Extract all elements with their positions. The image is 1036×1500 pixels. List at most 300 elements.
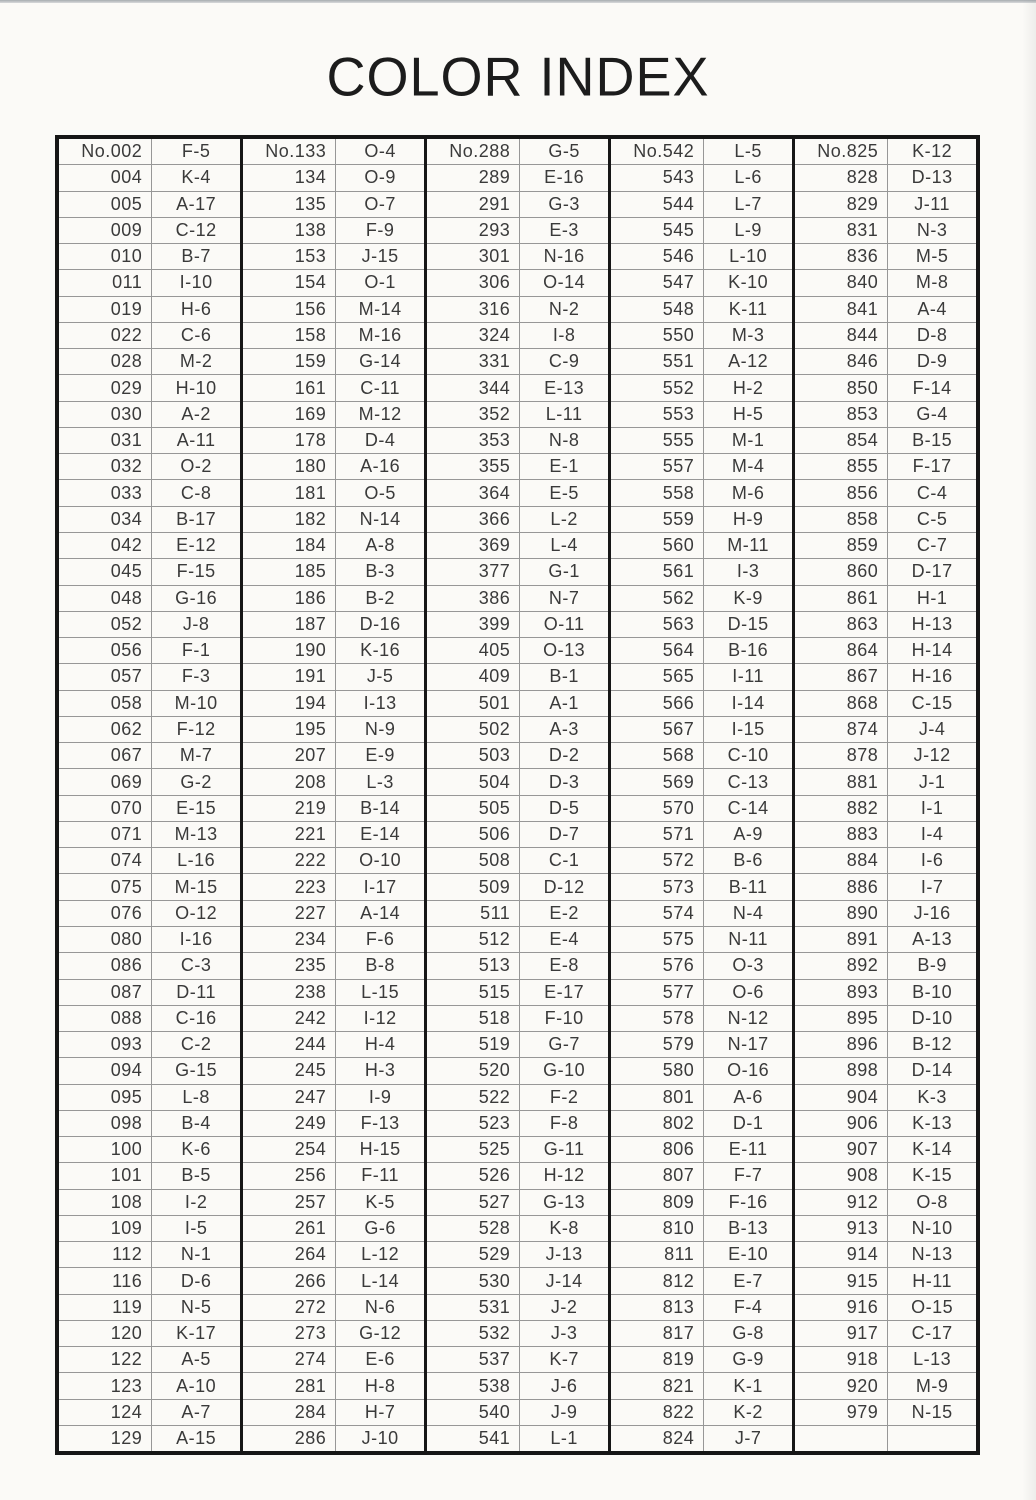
grid-reference-cell: H-5	[703, 402, 792, 427]
grid-reference-cell: K-17	[151, 1321, 240, 1346]
color-number-cell: 022	[110, 324, 143, 345]
color-number-cell: 028	[110, 351, 143, 372]
grid-reference-cell: E-12	[151, 533, 240, 558]
color-number-cell: 882	[846, 797, 879, 818]
color-number-cell: 033	[110, 482, 143, 503]
color-number-cell: 067	[110, 745, 143, 766]
grid-reference-cell: K-8	[519, 1216, 608, 1241]
color-number-cell: 058	[110, 692, 143, 713]
color-number-cell: 190	[294, 640, 327, 661]
table-row	[59, 1294, 240, 1320]
color-number-cell: 186	[294, 587, 327, 608]
color-number-cell: 898	[846, 1060, 879, 1081]
table-row	[795, 296, 976, 322]
table-row	[243, 558, 424, 584]
color-number-cell: 344	[478, 377, 511, 398]
table-row	[59, 427, 240, 453]
color-number-cell	[795, 1426, 887, 1451]
table-row	[427, 716, 608, 742]
table-row	[427, 1057, 608, 1083]
table-row	[59, 296, 240, 322]
table-row	[611, 1110, 792, 1136]
grid-reference-cell: N-9	[335, 717, 424, 742]
color-index-table	[55, 135, 980, 1455]
color-number-cell: 560	[662, 535, 695, 556]
color-number-cell: 284	[294, 1401, 327, 1422]
table-row	[243, 1136, 424, 1162]
grid-reference-cell: A-10	[151, 1373, 240, 1398]
table-row	[427, 191, 608, 217]
table-row	[243, 926, 424, 952]
color-number-cell: 057	[110, 666, 143, 687]
grid-reference-cell: I-4	[887, 822, 976, 847]
grid-reference-cell: B-10	[887, 980, 976, 1005]
table-row	[243, 191, 424, 217]
table-row	[611, 979, 792, 1005]
grid-reference-cell: G-14	[335, 349, 424, 374]
table-row	[611, 1241, 792, 1267]
table-row	[795, 690, 976, 716]
grid-reference-cell: M-15	[151, 874, 240, 899]
table-row	[795, 821, 976, 847]
grid-reference-cell: K-11	[703, 297, 792, 322]
color-number-cell: 810	[662, 1218, 695, 1239]
color-number-cell: 274	[294, 1349, 327, 1370]
grid-reference-cell: B-1	[519, 664, 608, 689]
grid-reference-cell: B-17	[151, 507, 240, 532]
table-row	[243, 1294, 424, 1320]
table-row	[59, 1241, 240, 1267]
table-row	[59, 952, 240, 978]
table-row	[243, 269, 424, 295]
table-row	[59, 164, 240, 190]
grid-reference-cell: J-1	[887, 769, 976, 794]
table-row	[427, 690, 608, 716]
grid-reference-cell: C-11	[335, 375, 424, 400]
color-number-cell: 846	[846, 351, 879, 372]
color-number-cell: 512	[478, 929, 511, 950]
table-row	[59, 1005, 240, 1031]
table-row	[59, 900, 240, 926]
table-row	[243, 243, 424, 269]
color-number-cell: 352	[478, 403, 511, 424]
table-row	[59, 348, 240, 374]
table-row	[243, 453, 424, 479]
color-number-cell: 850	[846, 377, 879, 398]
grid-reference-cell: F-6	[335, 927, 424, 952]
grid-reference-cell: H-3	[335, 1058, 424, 1083]
table-row	[243, 795, 424, 821]
grid-reference-cell: M-16	[335, 323, 424, 348]
color-number-cell: 890	[846, 902, 879, 923]
grid-reference-cell: O-14	[519, 270, 608, 295]
grid-reference-cell: G-1	[519, 559, 608, 584]
color-number-cell: 831	[846, 219, 879, 240]
grid-reference-cell: I-14	[703, 691, 792, 716]
grid-reference-cell: G-3	[519, 192, 608, 217]
grid-reference-cell: N-16	[519, 244, 608, 269]
grid-reference-cell: J-4	[887, 717, 976, 742]
grid-reference-cell: D-5	[519, 796, 608, 821]
table-row	[795, 348, 976, 374]
color-number-cell: 822	[662, 1401, 695, 1422]
table-row	[243, 479, 424, 505]
color-number-cell: 867	[846, 666, 879, 687]
color-number-cell: 920	[846, 1375, 879, 1396]
table-row	[427, 1425, 608, 1451]
grid-reference-cell: M-3	[703, 323, 792, 348]
table-row	[611, 296, 792, 322]
table-row	[59, 716, 240, 742]
grid-reference-cell: N-14	[335, 507, 424, 532]
grid-reference-cell: H-13	[887, 612, 976, 637]
grid-reference-cell: K-4	[151, 165, 240, 190]
scan-top-edge	[0, 0, 1036, 3]
color-number-cell: 409	[478, 666, 511, 687]
grid-reference-cell: M-9	[887, 1373, 976, 1398]
table-row	[795, 926, 976, 952]
color-number-cell: 005	[110, 193, 143, 214]
grid-reference-cell: N-13	[887, 1242, 976, 1267]
color-number-cell: 565	[662, 666, 695, 687]
grid-reference-cell: O-9	[335, 165, 424, 190]
grid-reference-cell: L-2	[519, 507, 608, 532]
color-number-cell: No.825	[817, 141, 879, 162]
color-number-cell: 874	[846, 718, 879, 739]
color-number-cell: 538	[478, 1375, 511, 1396]
grid-reference-cell: G-2	[151, 769, 240, 794]
table-row	[611, 900, 792, 926]
color-number-cell: 883	[846, 824, 879, 845]
color-number-cell: 075	[110, 876, 143, 897]
grid-reference-cell: E-6	[335, 1347, 424, 1372]
table-row	[59, 1031, 240, 1057]
grid-reference-cell: C-2	[151, 1032, 240, 1057]
grid-reference-cell: I-1	[887, 796, 976, 821]
color-number-cell: 863	[846, 613, 879, 634]
color-number-cell: 222	[294, 850, 327, 871]
color-number-cell: 266	[294, 1270, 327, 1291]
grid-reference-cell: K-16	[335, 638, 424, 663]
table-row	[795, 873, 976, 899]
grid-reference-cell: O-8	[887, 1190, 976, 1215]
table-row	[795, 1031, 976, 1057]
color-number-cell: 191	[294, 666, 327, 687]
grid-reference-cell: M-14	[335, 297, 424, 322]
color-number-cell: 577	[662, 981, 695, 1002]
table-row	[427, 322, 608, 348]
table-row	[795, 374, 976, 400]
color-number-cell: 529	[478, 1244, 511, 1265]
grid-reference-cell: L-7	[703, 192, 792, 217]
table-row	[611, 637, 792, 663]
table-row	[243, 742, 424, 768]
table-row	[795, 164, 976, 190]
grid-reference-cell: F-15	[151, 559, 240, 584]
grid-reference-cell: E-11	[703, 1137, 792, 1162]
grid-reference-cell: E-8	[519, 953, 608, 978]
color-number-cell: 801	[662, 1086, 695, 1107]
color-number-cell: 893	[846, 981, 879, 1002]
table-row	[243, 1215, 424, 1241]
color-number-cell: 161	[294, 377, 327, 398]
table-row	[59, 1162, 240, 1188]
color-number-cell: 019	[110, 298, 143, 319]
table-row	[59, 217, 240, 243]
color-number-cell: 134	[294, 167, 327, 188]
grid-reference-cell: J-8	[151, 612, 240, 637]
grid-reference-cell: M-12	[335, 402, 424, 427]
grid-reference-cell: H-2	[703, 375, 792, 400]
color-number-cell: 547	[662, 272, 695, 293]
table-row	[59, 1346, 240, 1372]
table-column-group	[424, 139, 608, 1451]
grid-reference-cell: N-2	[519, 297, 608, 322]
grid-reference-cell: F-11	[335, 1163, 424, 1188]
grid-reference-cell: L-12	[335, 1242, 424, 1267]
color-number-cell: 817	[662, 1323, 695, 1344]
grid-reference-cell: L-6	[703, 165, 792, 190]
grid-reference-cell: A-9	[703, 822, 792, 847]
table-row	[611, 952, 792, 978]
grid-reference-cell: B-5	[151, 1163, 240, 1188]
color-number-cell: 076	[110, 902, 143, 923]
grid-reference-cell: B-7	[151, 244, 240, 269]
grid-reference-cell: N-3	[887, 218, 976, 243]
table-row	[59, 1320, 240, 1346]
color-number-cell: 813	[662, 1296, 695, 1317]
color-number-cell: 855	[846, 456, 879, 477]
grid-reference-cell: H-1	[887, 586, 976, 611]
grid-reference-cell: E-2	[519, 901, 608, 926]
color-number-cell: 881	[846, 771, 879, 792]
table-row	[59, 191, 240, 217]
grid-reference-cell: L-9	[703, 218, 792, 243]
table-row	[59, 1372, 240, 1398]
color-number-cell: 138	[294, 219, 327, 240]
color-number-cell: 571	[662, 824, 695, 845]
table-row	[59, 1215, 240, 1241]
grid-reference-cell: A-11	[151, 428, 240, 453]
grid-reference-cell: G-7	[519, 1032, 608, 1057]
color-number-cell: 853	[846, 403, 879, 424]
grid-reference-cell: A-4	[887, 297, 976, 322]
grid-reference-cell: A-6	[703, 1085, 792, 1110]
grid-reference-cell: C-9	[519, 349, 608, 374]
color-number-cell: 546	[662, 246, 695, 267]
table-row	[427, 873, 608, 899]
grid-reference-cell: G-13	[519, 1190, 608, 1215]
grid-reference-cell: I-9	[335, 1085, 424, 1110]
grid-reference-cell: J-7	[703, 1426, 792, 1451]
color-number-cell: 178	[294, 430, 327, 451]
color-number-cell: 528	[478, 1218, 511, 1239]
color-number-cell: 116	[112, 1270, 143, 1291]
table-row	[427, 585, 608, 611]
color-number-cell: 257	[294, 1191, 327, 1212]
table-row	[243, 637, 424, 663]
grid-reference-cell: B-8	[335, 953, 424, 978]
grid-reference-cell: C-17	[887, 1321, 976, 1346]
table-column-group	[240, 139, 424, 1451]
grid-reference-cell: M-5	[887, 244, 976, 269]
color-number-cell: 074	[110, 850, 143, 871]
color-number-cell: 904	[846, 1086, 879, 1107]
color-number-cell: 508	[478, 850, 511, 871]
color-number-cell: 135	[294, 193, 327, 214]
table-row	[795, 795, 976, 821]
color-number-cell: 080	[110, 929, 143, 950]
color-number-cell: 544	[662, 193, 695, 214]
color-number-cell: 010	[110, 246, 143, 267]
color-number-cell: 034	[110, 508, 143, 529]
grid-reference-cell: D-6	[151, 1268, 240, 1293]
color-number-cell: 559	[662, 508, 695, 529]
color-number-cell: 245	[294, 1060, 327, 1081]
color-number-cell: 031	[110, 430, 143, 451]
table-row	[795, 506, 976, 532]
grid-reference-cell: H-4	[335, 1032, 424, 1057]
color-number-cell: 504	[478, 771, 511, 792]
grid-reference-cell: B-11	[703, 874, 792, 899]
color-number-cell: No.542	[633, 141, 695, 162]
color-number-cell: 366	[478, 508, 511, 529]
color-number-cell: 864	[846, 640, 879, 661]
table-row	[795, 1136, 976, 1162]
table-row	[427, 269, 608, 295]
table-row	[427, 243, 608, 269]
grid-reference-cell: F-10	[519, 1006, 608, 1031]
color-number-cell: 819	[662, 1349, 695, 1370]
color-number-cell: 914	[846, 1244, 879, 1265]
color-number-cell: 858	[846, 508, 879, 529]
color-number-cell: 249	[294, 1112, 327, 1133]
color-number-cell: 564	[662, 640, 695, 661]
table-row	[427, 952, 608, 978]
color-number-cell: 545	[662, 219, 695, 240]
table-row	[243, 1372, 424, 1398]
grid-reference-cell	[887, 1426, 976, 1451]
grid-reference-cell: O-4	[335, 139, 424, 164]
color-number-cell: 906	[846, 1112, 879, 1133]
grid-reference-cell: A-7	[151, 1400, 240, 1425]
grid-reference-cell: A-15	[151, 1426, 240, 1451]
grid-reference-cell: I-3	[703, 559, 792, 584]
table-row	[611, 821, 792, 847]
table-row	[59, 1084, 240, 1110]
table-row	[243, 296, 424, 322]
grid-reference-cell: L-16	[151, 848, 240, 873]
grid-reference-cell: J-12	[887, 743, 976, 768]
color-number-cell: 242	[294, 1007, 327, 1028]
table-row	[611, 191, 792, 217]
grid-reference-cell: D-12	[519, 874, 608, 899]
color-number-cell: 515	[478, 981, 511, 1002]
table-row	[59, 322, 240, 348]
grid-reference-cell: H-7	[335, 1400, 424, 1425]
color-number-cell: 153	[294, 246, 327, 267]
color-number-cell: 120	[110, 1323, 143, 1344]
table-row	[611, 532, 792, 558]
grid-reference-cell: D-9	[887, 349, 976, 374]
color-number-cell: 052	[110, 613, 143, 634]
grid-reference-cell: O-16	[703, 1058, 792, 1083]
table-row	[243, 611, 424, 637]
color-number-cell: 537	[478, 1349, 511, 1370]
grid-reference-cell: D-7	[519, 822, 608, 847]
color-number-cell: 187	[294, 613, 327, 634]
grid-reference-cell: K-5	[335, 1190, 424, 1215]
grid-reference-cell: D-8	[887, 323, 976, 348]
table-row	[795, 585, 976, 611]
color-number-cell: 208	[294, 771, 327, 792]
grid-reference-cell: C-14	[703, 796, 792, 821]
table-row	[611, 1005, 792, 1031]
color-number-cell: 568	[662, 745, 695, 766]
table-row	[59, 506, 240, 532]
grid-reference-cell: N-6	[335, 1295, 424, 1320]
table-column-group	[608, 139, 792, 1451]
color-number-cell: 124	[110, 1401, 143, 1422]
table-row	[427, 296, 608, 322]
table-row	[795, 979, 976, 1005]
table-row	[795, 139, 976, 164]
grid-reference-cell: B-4	[151, 1111, 240, 1136]
table-row	[243, 663, 424, 689]
table-row	[611, 847, 792, 873]
table-row	[427, 164, 608, 190]
color-number-cell: 551	[662, 351, 695, 372]
table-row	[795, 1005, 976, 1031]
table-row	[795, 243, 976, 269]
grid-reference-cell: H-6	[151, 297, 240, 322]
table-row	[59, 1399, 240, 1425]
table-row	[795, 322, 976, 348]
table-row	[59, 1425, 240, 1451]
table-row	[243, 348, 424, 374]
grid-reference-cell: N-1	[151, 1242, 240, 1267]
grid-reference-cell: A-14	[335, 901, 424, 926]
color-number-cell: 306	[478, 272, 511, 293]
grid-reference-cell: H-15	[335, 1137, 424, 1162]
table-row	[611, 742, 792, 768]
grid-reference-cell: A-1	[519, 691, 608, 716]
color-number-cell: 293	[478, 219, 511, 240]
color-number-cell: 011	[112, 272, 143, 293]
color-number-cell: 884	[846, 850, 879, 871]
color-number-cell: 575	[662, 929, 695, 950]
color-number-cell: 836	[846, 246, 879, 267]
grid-reference-cell: M-13	[151, 822, 240, 847]
grid-reference-cell: D-17	[887, 559, 976, 584]
color-number-cell: 574	[662, 902, 695, 923]
table-row	[611, 243, 792, 269]
table-row	[59, 453, 240, 479]
table-row	[795, 952, 976, 978]
color-number-cell: 828	[846, 167, 879, 188]
color-number-cell: 896	[846, 1034, 879, 1055]
grid-reference-cell: A-3	[519, 717, 608, 742]
color-number-cell: 087	[110, 981, 143, 1002]
table-row	[427, 1162, 608, 1188]
grid-reference-cell: I-12	[335, 1006, 424, 1031]
grid-reference-cell: O-7	[335, 192, 424, 217]
table-row	[611, 1215, 792, 1241]
table-row	[243, 139, 424, 164]
table-row	[611, 1057, 792, 1083]
grid-reference-cell: H-8	[335, 1373, 424, 1398]
grid-reference-cell: C-13	[703, 769, 792, 794]
